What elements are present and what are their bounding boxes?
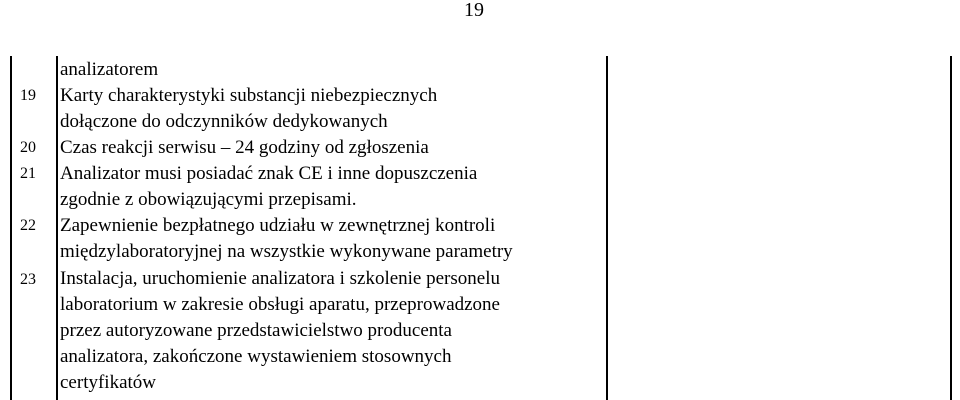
row-text-line: analizatora, zakończone wystawieniem stosownych <box>60 346 452 367</box>
table-row <box>60 161 608 213</box>
row-text-line: Karty charakterystyki substancji niebezpiecznych <box>60 85 438 106</box>
page-number: 19 <box>464 0 484 21</box>
row-text-line: zgodnie z obowiązującymi przepisami. <box>60 189 357 210</box>
table-row <box>60 266 608 396</box>
row-text-line: Zapewnienie bezpłatnego udziału w zewnętrznej kontroli <box>60 215 496 236</box>
row-number: 23 <box>20 271 36 288</box>
table-row <box>60 83 608 135</box>
row-text-line: Instalacja, uruchomienie analizatora i szkolenie personelu <box>60 268 500 289</box>
row-number: 20 <box>20 139 36 156</box>
row-text-line: międzylaboratoryjnej na wszystkie wykonywane parametry <box>60 241 513 262</box>
table-divider-number-column <box>56 56 58 400</box>
row-number: 19 <box>20 87 36 104</box>
row-text-line: analizatorem <box>60 59 159 80</box>
row-text-line: Analizator musi posiadać znak CE i inne dopuszczenia <box>60 163 478 184</box>
row-text-line: przez autoryzowane przedstawicielstwo producenta <box>60 320 452 341</box>
table-row <box>60 57 608 83</box>
row-text-line: Czas reakcji serwisu – 24 godziny od zgłoszenia <box>60 137 429 158</box>
row-number: 22 <box>20 217 36 234</box>
table-row <box>60 213 608 265</box>
row-text-line: dołączone do odczynników dedykowanych <box>60 111 388 132</box>
table-border-left <box>10 56 12 400</box>
table-row <box>60 135 608 161</box>
row-text-line: certyfikatów <box>60 372 157 393</box>
row-text-line: laboratorium w zakresie obsługi aparatu, przeprowadzone <box>60 294 500 315</box>
row-number: 21 <box>20 165 36 182</box>
table-border-right <box>950 56 952 400</box>
